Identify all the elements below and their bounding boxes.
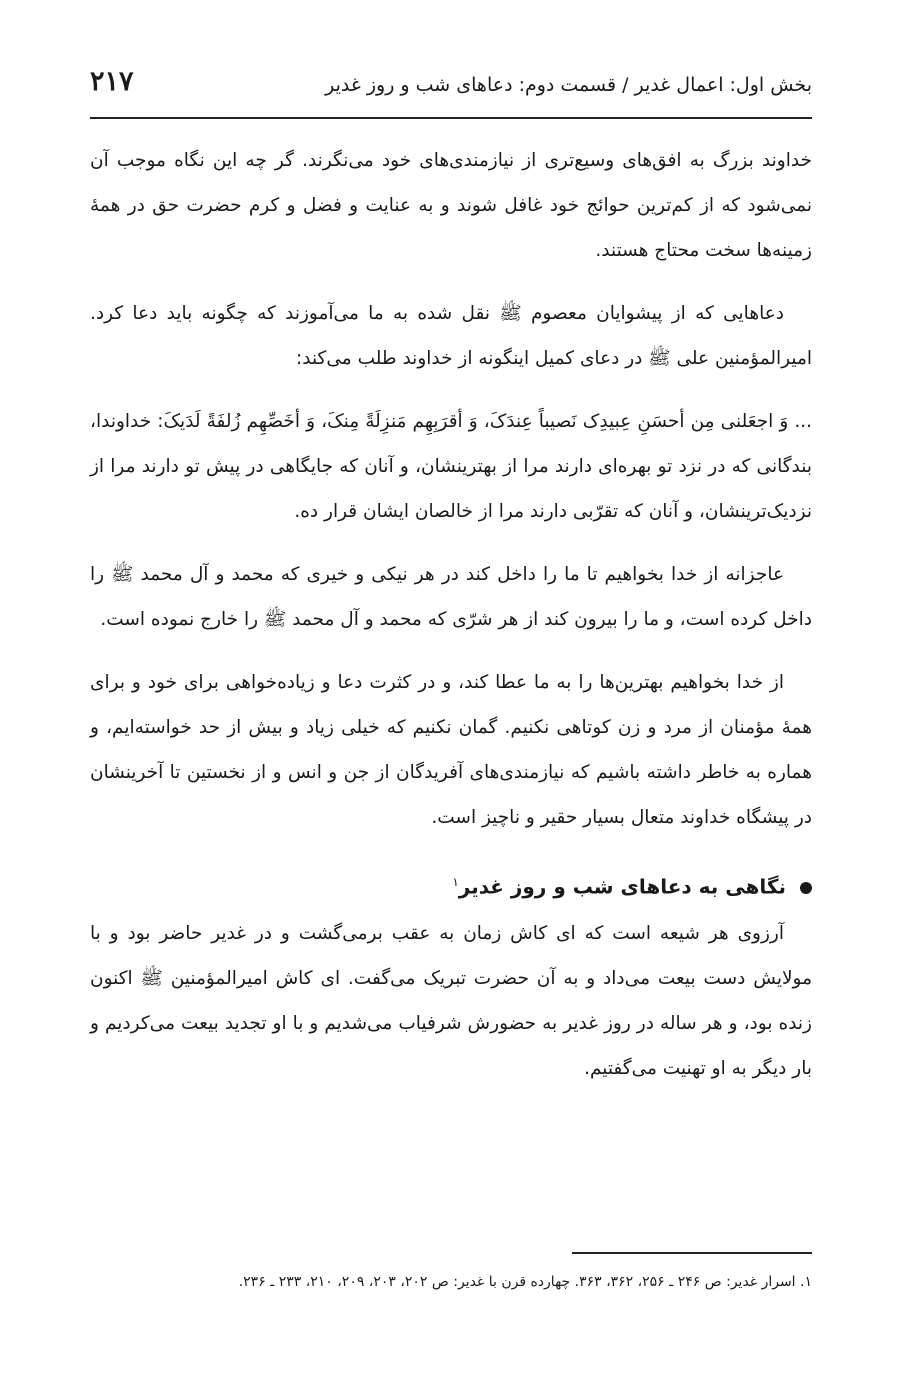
footnote-marker[interactable]: ۱	[452, 875, 459, 889]
book-page	[90, 60, 812, 1370]
paragraph-3-dua-quote: ... وَ اجعَلنی مِن أحسَنِ عِبیدِک نَصیباً عِندَکَ، وَ أقرَبِهِم مَنزِلَةً مِنکَ، وَ أخَصِّهِم زُلفَةً لَدَیکَ: خداوندا، بندگانی که در نزد تو بهره‌ای دارند مرا از بهترینشان، و آنان که جایگاهی در پیش تو دارند مرا از نزدیک‌ترینشان، و آنان که تقرّبی دارند مرا از خالصان ایشان قرار ده.	[90, 411, 812, 522]
running-header-title: بخش اول: اعمال غدیر / قسمت دوم: دعاهای شب و روز غدیر	[325, 74, 812, 96]
body-text	[90, 138, 812, 1109]
bullet-icon	[800, 882, 812, 894]
header-divider	[90, 117, 812, 119]
section-heading	[90, 858, 812, 911]
paragraph-5: از خدا بخواهیم بهترین‌ها را به ما عطا کند، و در کثرت دعا و زیاده‌خواهی برای خود و برای همهٔ مؤمنان از مرد و زن کوتاهی نکنیم. گمان نکنیم که خیلی زیاد و بیش از حد خواسته‌ایم، و هماره به خاطر داشته باشیم که نیازمندی‌های آفریدگان از جن و انس و از نخستین تا آخرینشان در پیشگاه خداوند متعال بسیار حقیر و ناچیز است.	[90, 672, 812, 828]
section-paragraph: آرزوی هر شیعه است که ای کاش زمان به عقب برمی‌گشت و در غدیر حاضر بود و با مولایش دست بیعت می‌داد و به آن حضرت تبریک می‌گفت. ای کاش امیرالمؤمنین ﷺ اکنون زنده بود، و هر ساله در روز غدیر به حضورش شرفیاب می‌شدیم و با او تجدید بیعت می‌کردیم و بار دیگر به او تهنیت می‌گفتیم.	[90, 922, 812, 1079]
footnote: ۱. اسرار غدیر: ص ۲۴۶ ـ ۲۵۶، ۳۶۲، ۳۶۳. چهارده قرن با غدیر: ص ۲۰۲، ۲۰۳، ۲۰۹، ۲۱۰، ۲۳۳ ـ ۲۳۶.	[238, 1274, 812, 1290]
section-heading-text: نگاهی به دعاهای شب و روز غدیر	[458, 874, 786, 899]
footnote-divider	[572, 1252, 812, 1254]
page-number: ۲۱۷	[90, 66, 134, 97]
paragraph-2: دعاهایی که از پیشوایان معصوم ﷺ نقل شده به ما می‌آموزند که چگونه باید دعا کرد. امیرالمؤمنین علی ﷺ در دعای کمیل اینگونه از خداوند طلب می‌کند:	[90, 303, 812, 369]
running-header	[90, 60, 812, 112]
paragraph-1: خداوند بزرگ به افق‌های وسیع‌تری از نیازمندی‌های خود می‌نگرند. گر چه این نگاه موجب آن نمی‌شود که از کم‌ترین حوائج خود غافل شوند و به عنایت و فضل و کرم حضرت حق در همهٔ زمینه‌ها سخت محتاج هستند.	[90, 150, 812, 261]
paragraph-4: عاجزانه از خدا بخواهیم تا ما را داخل کند در هر نیکی و خیری که محمد و آل محمد ﷺ را داخل کرده است، و ما را بیرون کند از هر شرّی که محمد و آل محمد ﷺ را خارج نموده است.	[90, 564, 812, 630]
